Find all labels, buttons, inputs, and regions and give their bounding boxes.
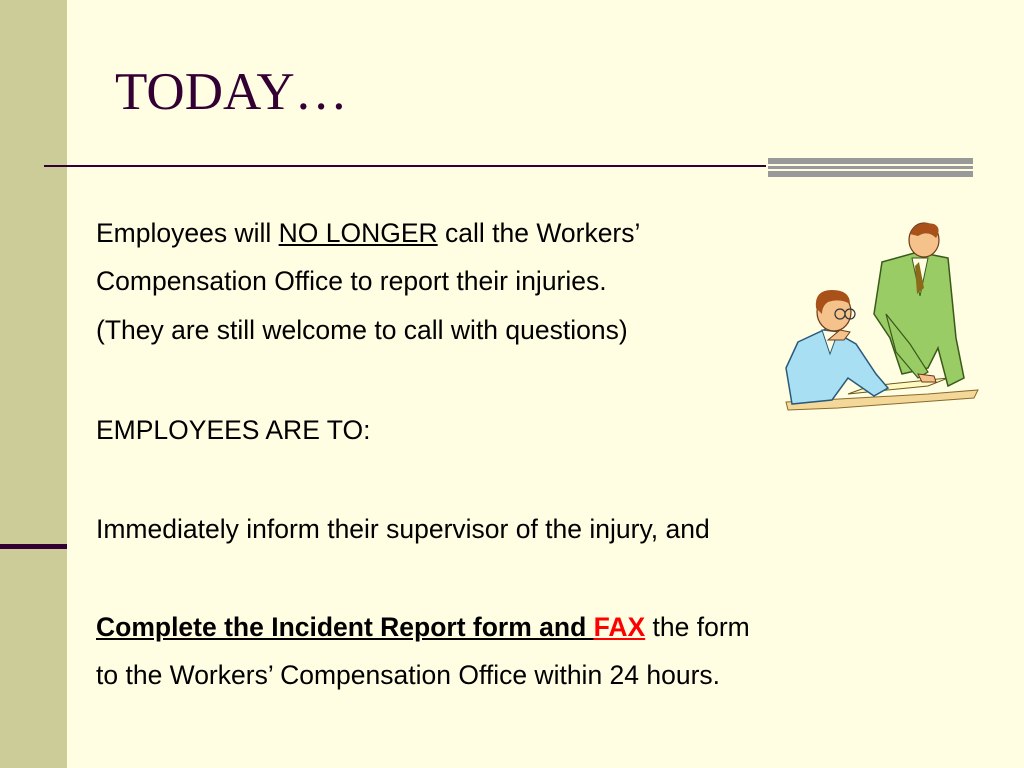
body-line-1-start: Employees will <box>96 218 279 248</box>
body-line-1-end: call the Workers’ <box>437 218 641 248</box>
employees-are-to-heading: EMPLOYEES ARE TO: <box>96 415 371 445</box>
left-sidebar-band <box>0 0 67 768</box>
body-line-2: Compensation Office to report their injuries. <box>96 266 607 296</box>
divider-accent-stripe <box>768 166 973 169</box>
no-longer-emphasis: NO LONGER <box>278 218 438 248</box>
body-line-6-end: the form <box>645 612 750 642</box>
body-line-1 <box>96 220 640 247</box>
fax-emphasis: FAX <box>593 612 646 642</box>
body-line-7: to the Workers’ Compensation Office within 24 hours. <box>96 660 721 690</box>
divider-accent-stripe <box>768 171 973 177</box>
complete-incident-report-link: Complete the Incident Report form and <box>96 612 594 642</box>
sidebar-accent-bar <box>0 544 67 549</box>
office-workers-clipart-icon <box>778 218 982 412</box>
body-line-5: Immediately inform their supervisor of the injury, and <box>96 514 710 544</box>
title-divider <box>44 165 766 167</box>
body-line-6 <box>96 614 750 641</box>
slide-title: TODAY… <box>115 63 348 121</box>
divider-accent-stripe <box>768 158 973 164</box>
body-line-3: (They are still welcome to call with questions) <box>96 315 628 345</box>
